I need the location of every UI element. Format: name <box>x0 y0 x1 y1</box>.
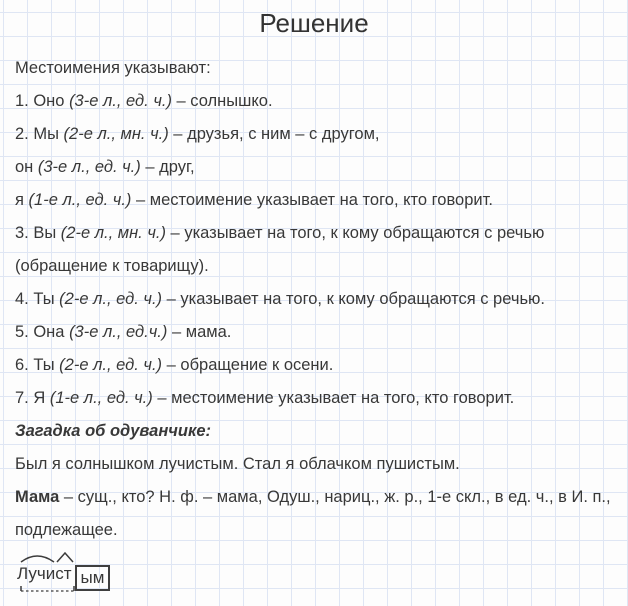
root-arc-icon <box>21 556 54 562</box>
text-segment: – солнышко. <box>171 92 273 110</box>
text-segment: – друг, <box>140 158 195 176</box>
text-segment: 7. Я <box>15 389 50 407</box>
text-segment: – местоимение указывает на того, кто говорит. <box>152 389 515 407</box>
text-segment: (1-е л., ед. ч.) <box>28 191 132 209</box>
text-line <box>15 349 620 382</box>
text-segment: 3. Вы <box>15 224 61 242</box>
page-title: Решение <box>259 8 369 38</box>
text-segment: – мама. <box>167 323 232 341</box>
text-segment: 2. Мы <box>15 125 64 143</box>
text-segment: (2-е л., мн. ч.) <box>63 125 169 143</box>
text-line <box>15 184 620 217</box>
text-segment: Был я солнышком лучистым. Стал я облачком пушистым. <box>15 455 460 473</box>
text-segment: – сущ., кто? Н. ф. – мама, Одуш., нариц., ж. р., 1-е скл., в ед. ч., в И. п., <box>59 488 611 506</box>
text-line <box>15 52 620 85</box>
text-line <box>15 85 620 118</box>
text-segment: – обращение к осени. <box>162 356 334 374</box>
text-segment: (3-е л., ед.ч.) <box>69 323 168 341</box>
text-segment: Местоимения указывают: <box>15 59 211 77</box>
text-segment: Мама <box>15 488 60 506</box>
text-line <box>15 448 620 481</box>
text-segment: (3-е л., ед. ч.) <box>69 92 172 110</box>
text-segment: 6. Ты <box>15 356 60 374</box>
text-segment: (2-е л., ед. ч.) <box>59 356 163 374</box>
text-segment: Загадка об одуванчике: <box>15 422 212 440</box>
suffix-caret-icon <box>57 553 73 562</box>
text-line <box>15 415 620 448</box>
text-line <box>15 118 620 151</box>
text-segment: 4. Ты <box>15 290 60 308</box>
text-segment: – друзья, с ним – с другом, <box>168 125 380 143</box>
text-segment: (2-е л., мн. ч.) <box>60 224 166 242</box>
text-segment: (2-е л., ед. ч.) <box>59 290 163 308</box>
text-line <box>15 217 620 250</box>
text-segment: – местоимение указывает на того, кто говорит. <box>131 191 493 209</box>
text-line <box>15 316 620 349</box>
text-segment: (3-е л., ед. ч.) <box>37 158 141 176</box>
text-line <box>15 283 620 316</box>
text-line <box>15 151 620 184</box>
text-segment: – указывает на того, к кому обращаются с речью <box>165 224 545 242</box>
text-line <box>15 382 620 415</box>
text-segment: (обращение к товарищу). <box>15 257 209 275</box>
text-segment: он <box>15 158 38 176</box>
word-stem-text: Лучист <box>17 564 72 583</box>
text-line <box>15 481 620 514</box>
word-ending-box: ым <box>75 565 111 591</box>
text-segment: 1. Оно <box>15 92 70 110</box>
text-segment: (1-е л., ед. ч.) <box>49 389 153 407</box>
text-line <box>15 514 620 547</box>
text-segment: подлежащее. <box>15 521 118 539</box>
text-line <box>15 250 620 283</box>
word-morpheme-scheme <box>17 550 167 600</box>
text-segment: 5. Она <box>15 323 70 341</box>
notebook-sheet <box>0 6 628 606</box>
solution-lines <box>0 40 628 547</box>
text-segment: – указывает на того, к кому обращаются с речью. <box>162 290 546 308</box>
text-segment: я <box>15 191 29 209</box>
analyzed-word <box>17 563 110 591</box>
